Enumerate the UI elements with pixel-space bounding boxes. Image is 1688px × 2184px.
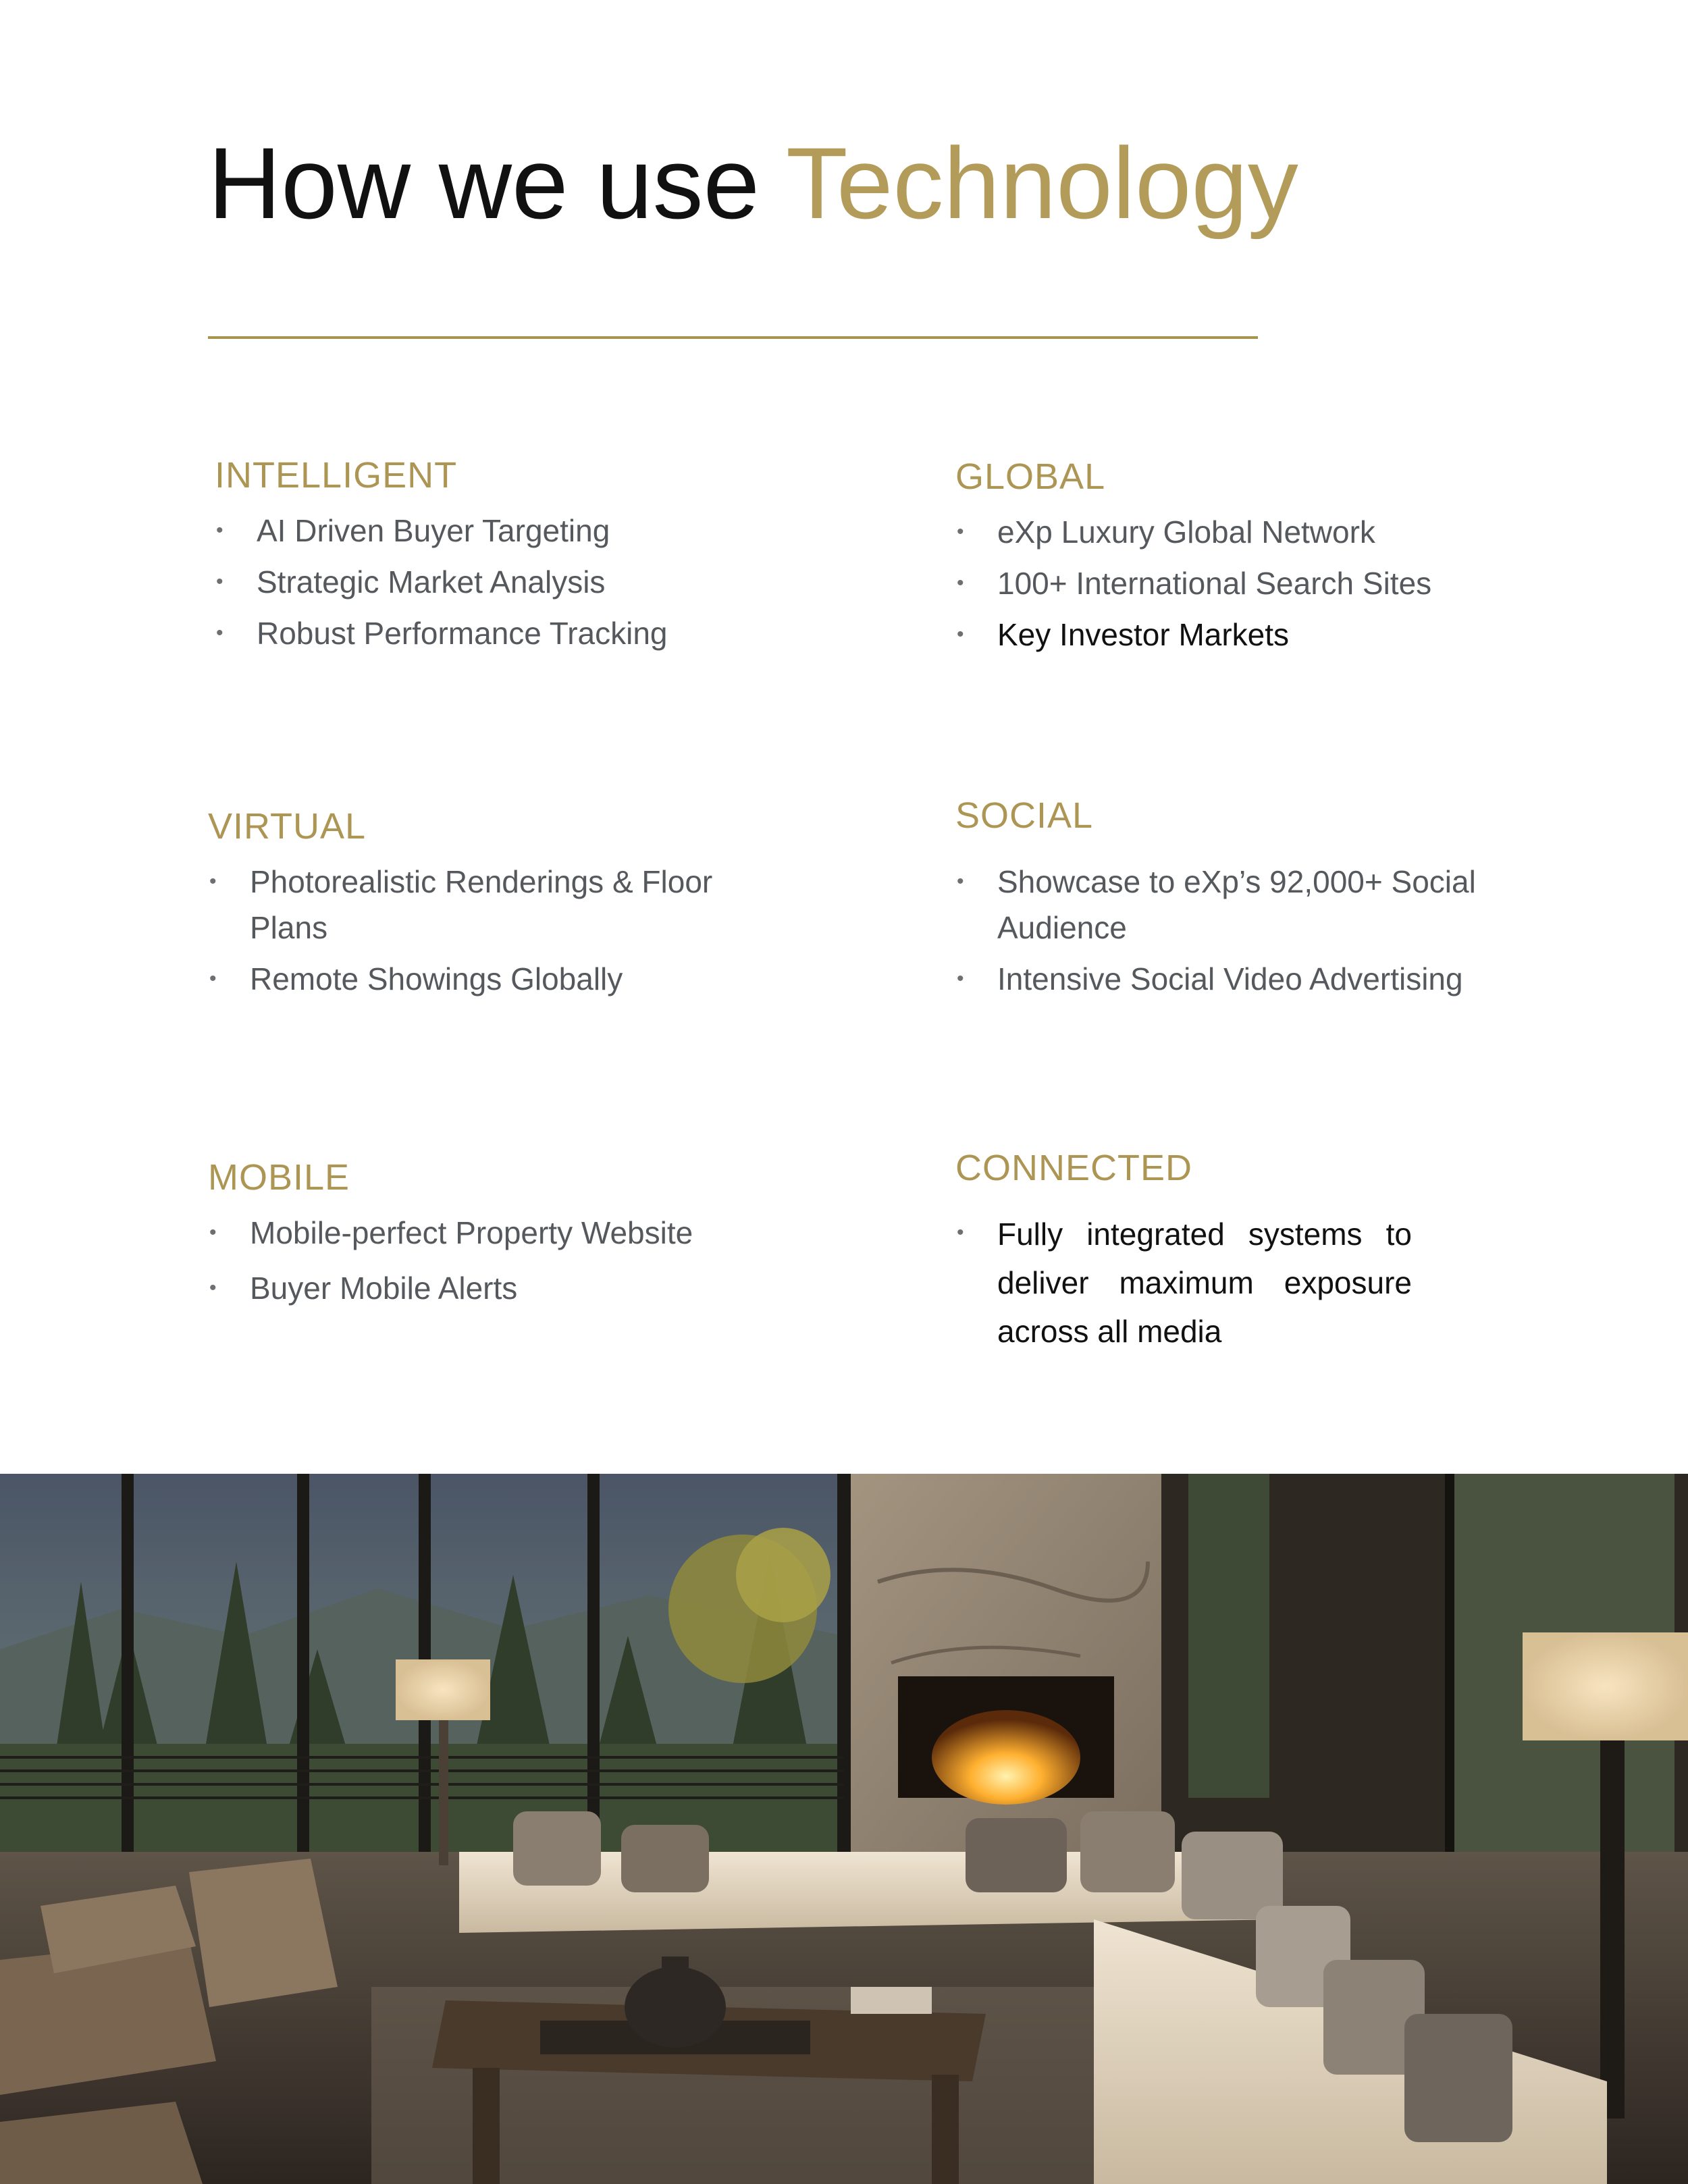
section-social: [955, 789, 1543, 1007]
list-item-text: Remote Showings Globally: [250, 961, 623, 996]
bullet-icon: •: [216, 519, 223, 541]
section-heading: MOBILE: [208, 1157, 350, 1198]
list-item: [955, 956, 1543, 1002]
bullet-icon: •: [957, 572, 964, 594]
list-item: [208, 956, 789, 1002]
list-item-text: Mobile-perfect Property Website: [250, 1215, 693, 1250]
section-heading: SOCIAL: [955, 795, 1094, 836]
bullet-list: [955, 1210, 1412, 1356]
page-title: [208, 119, 1298, 247]
section-heading: INTELLIGENT: [215, 455, 458, 496]
list-item-text: eXp Luxury Global Network: [997, 514, 1375, 550]
section-global: [955, 450, 1577, 663]
bullet-icon: •: [957, 521, 964, 543]
title-plain: How we use: [208, 126, 760, 240]
bullet-icon: •: [209, 967, 217, 990]
list-item-text: Photorealistic Renderings & Floor Plans: [250, 864, 713, 945]
living-room-photo: [0, 1474, 1688, 2184]
bullet-icon: •: [957, 870, 964, 893]
list-item: [955, 859, 1543, 951]
bullet-list: [955, 509, 1577, 658]
bullet-list: [955, 859, 1543, 1002]
list-item: [215, 508, 836, 554]
bullet-icon: •: [216, 570, 223, 593]
list-item-text: Strategic Market Analysis: [257, 564, 606, 600]
list-item-text: Fully integrated systems to deliver maximum exposure across all media: [997, 1217, 1412, 1349]
bullet-icon: •: [209, 1221, 217, 1244]
list-item: [955, 509, 1577, 555]
list-item-text: 100+ International Search Sites: [997, 566, 1432, 601]
list-item: [215, 610, 836, 656]
list-item-text: Buyer Mobile Alerts: [250, 1271, 518, 1306]
list-item-text: Intensive Social Video Advertising: [997, 961, 1463, 996]
list-item: [208, 1210, 829, 1256]
bullet-icon: •: [957, 1221, 964, 1244]
bullet-icon: •: [216, 622, 223, 644]
list-item-text: Robust Performance Tracking: [257, 616, 668, 651]
list-item: [208, 859, 789, 951]
list-item: [208, 1265, 829, 1311]
bullet-icon: •: [957, 623, 964, 645]
title-divider: [208, 336, 1258, 339]
list-item: [215, 559, 836, 605]
section-virtual: [208, 799, 789, 1007]
section-heading: CONNECTED: [955, 1148, 1193, 1188]
bullet-list: [208, 1210, 829, 1311]
bullet-icon: •: [209, 1277, 217, 1299]
list-item: [955, 612, 1577, 658]
section-intelligent: [215, 448, 836, 662]
bullet-list: [208, 859, 789, 1002]
list-item: [955, 560, 1577, 606]
title-accent: Technology: [786, 126, 1298, 240]
list-item: [955, 1210, 1412, 1356]
list-item-text: Showcase to eXp’s 92,000+ Social Audience: [997, 864, 1476, 945]
bullet-icon: •: [957, 967, 964, 990]
bullet-icon: •: [209, 870, 217, 893]
section-heading: VIRTUAL: [208, 806, 367, 847]
section-mobile: [208, 1150, 829, 1316]
list-item-text: AI Driven Buyer Targeting: [257, 513, 610, 548]
section-heading: GLOBAL: [955, 456, 1106, 497]
section-connected: [955, 1141, 1412, 1361]
list-item-text: Key Investor Markets: [997, 617, 1290, 652]
bullet-list: [215, 508, 836, 656]
